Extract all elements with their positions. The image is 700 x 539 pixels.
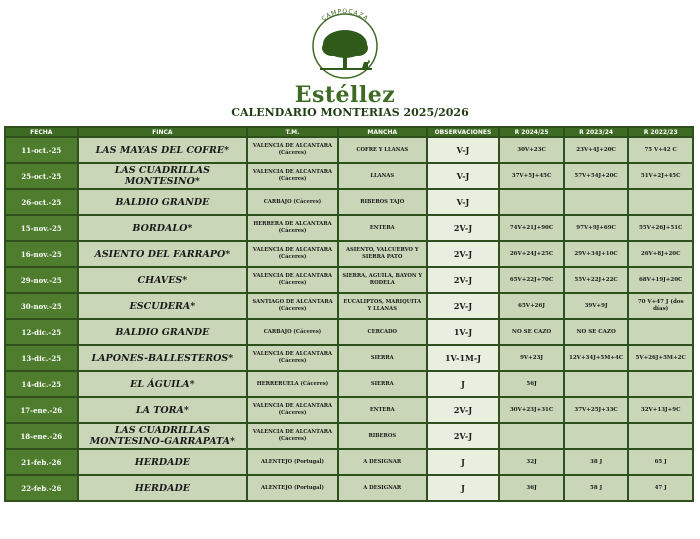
mancha-cell: EUCALIPTOS, MARIQUITA Y LLANAS: [339, 294, 426, 318]
table-row: [6, 346, 692, 370]
result-2023-24-cell: [565, 190, 628, 214]
fecha-cell: 22-feb.-26: [6, 476, 77, 500]
result-2024-25-cell: [500, 190, 563, 214]
table-header-row: [6, 128, 692, 136]
mancha-cell: CERCADO: [339, 320, 426, 344]
finca-cell: HERDADE: [79, 450, 246, 474]
mancha-cell: ENTERA: [339, 398, 426, 422]
tm-cell: VALENCIA DE ALCANTARA (Cáceres): [248, 242, 337, 266]
result-2023-24-cell: 55V+22J+22C: [565, 268, 628, 292]
mancha-cell: LLANAS: [339, 164, 426, 188]
result-2024-25-cell: 26V+24J+25C: [500, 242, 563, 266]
result-2022-23-cell: 26V+8J+20C: [629, 242, 692, 266]
mancha-cell: ASIENTO, VALCUERVO Y SIERRA PATO: [339, 242, 426, 266]
table-row: [6, 294, 692, 318]
result-2022-23-cell: 55V+26J+51C: [629, 216, 692, 240]
table-row: [6, 320, 692, 344]
table-row: [6, 242, 692, 266]
column-header-r2023-24: R 2023/24: [565, 128, 628, 136]
observaciones-cell: V-J: [428, 164, 499, 188]
result-2022-23-cell: [629, 372, 692, 396]
fecha-cell: 30-nov.-25: [6, 294, 77, 318]
observaciones-cell: 2V-J: [428, 398, 499, 422]
result-2022-23-cell: 5V+26J+5M+2C: [629, 346, 692, 370]
result-2023-24-cell: 29V+34J+10C: [565, 242, 628, 266]
fecha-cell: 21-feb.-26: [6, 450, 77, 474]
finca-cell: LAS CUADRILLAS MONTESINO-GARRAPATA*: [79, 424, 246, 448]
table-row: [6, 424, 692, 448]
result-2022-23-cell: [629, 320, 692, 344]
result-2022-23-cell: [629, 190, 692, 214]
result-2022-23-cell: 32V+13J+9C: [629, 398, 692, 422]
result-2023-24-cell: 58 J: [565, 476, 628, 500]
finca-cell: LA TORA*: [79, 398, 246, 422]
result-2022-23-cell: 70 V+47 J (dos días): [629, 294, 692, 318]
table-row: [6, 216, 692, 240]
observaciones-cell: 1V-J: [428, 320, 499, 344]
result-2024-25-cell: 9V+23J: [500, 346, 563, 370]
table-row: [6, 164, 692, 188]
column-header-fecha: FECHA: [6, 128, 77, 136]
fecha-cell: 11-oct.-25: [6, 138, 77, 162]
finca-cell: BORDALO*: [79, 216, 246, 240]
fecha-cell: 29-nov.-25: [6, 268, 77, 292]
result-2024-25-cell: [500, 424, 563, 448]
table-row: [6, 450, 692, 474]
column-header-r2022-23: R 2022/23: [629, 128, 692, 136]
result-2022-23-cell: [629, 424, 692, 448]
page-title: CALENDARIO MONTERIAS 2025/2026: [231, 106, 469, 119]
tm-cell: ALENTEJO (Portugal): [248, 476, 337, 500]
mancha-cell: A DESIGNAR: [339, 450, 426, 474]
result-2023-24-cell: 97V+9J+69C: [565, 216, 628, 240]
observaciones-cell: 2V-J: [428, 294, 499, 318]
result-2024-25-cell: 30V+23C: [500, 138, 563, 162]
observaciones-cell: J: [428, 476, 499, 500]
fecha-cell: 12-dic.-25: [6, 320, 77, 344]
tm-cell: HERRERA DE ALCANTARA (Cáceres): [248, 216, 337, 240]
result-2023-24-cell: [565, 372, 628, 396]
result-2024-25-cell: 37V+5J+45C: [500, 164, 563, 188]
table-row: [6, 190, 692, 214]
result-2023-24-cell: 37V+25J+33C: [565, 398, 628, 422]
mancha-cell: RIBEROS: [339, 424, 426, 448]
tm-cell: HERRERUELA (Cáceres): [248, 372, 337, 396]
observaciones-cell: J: [428, 450, 499, 474]
result-2022-23-cell: 47 J: [629, 476, 692, 500]
tm-cell: VALENCIA DE ALCANTARA (Cáceres): [248, 346, 337, 370]
mancha-cell: SIERRA, AGUILA, BAYON Y RODELA: [339, 268, 426, 292]
tm-cell: SANTIAGO DE ALCÁNTARA (Cáceres): [248, 294, 337, 318]
table-row: [6, 138, 692, 162]
result-2024-25-cell: NO SE CAZO: [500, 320, 563, 344]
tm-cell: ALENTEJO (Portugal): [248, 450, 337, 474]
tm-cell: VALENCIA DE ALCANTARA (Cáceres): [248, 164, 337, 188]
result-2023-24-cell: 23V+4J+20C: [565, 138, 628, 162]
result-2023-24-cell: 39V+9J: [565, 294, 628, 318]
result-2023-24-cell: NO SE CAZO: [565, 320, 628, 344]
fecha-cell: 13-dic.-25: [6, 346, 77, 370]
finca-cell: ESCUDERA*: [79, 294, 246, 318]
observaciones-cell: 2V-J: [428, 242, 499, 266]
fecha-cell: 15-nov.-25: [6, 216, 77, 240]
result-2022-23-cell: 75 V+42 C: [629, 138, 692, 162]
finca-cell: HERDADE: [79, 476, 246, 500]
tree-logo-icon: [290, 6, 400, 86]
monterias-table: [4, 126, 694, 502]
fecha-cell: 26-oct.-25: [6, 190, 77, 214]
result-2024-25-cell: 32J: [500, 450, 563, 474]
tm-cell: VALENCIA DE ALCANTARA (Cáceres): [248, 138, 337, 162]
svg-text:CAMPOCAZA: [320, 8, 370, 23]
table-body: [6, 138, 692, 500]
result-2024-25-cell: 36J: [500, 476, 563, 500]
column-header-mancha: MANCHA: [339, 128, 426, 136]
result-2023-24-cell: 38 J: [565, 450, 628, 474]
finca-cell: CHAVES*: [79, 268, 246, 292]
result-2023-24-cell: [565, 424, 628, 448]
fecha-cell: 25-oct.-25: [6, 164, 77, 188]
result-2024-25-cell: 56J: [500, 372, 563, 396]
estellez-logo: [290, 6, 400, 108]
finca-cell: BALDIO GRANDE: [79, 320, 246, 344]
table-row: [6, 398, 692, 422]
fecha-cell: 16-nov.-25: [6, 242, 77, 266]
observaciones-cell: 2V-J: [428, 216, 499, 240]
fecha-cell: 18-ene.-26: [6, 424, 77, 448]
column-header-r2024-25: R 2024/25: [500, 128, 563, 136]
result-2022-23-cell: 68V+19J+20C: [629, 268, 692, 292]
result-2023-24-cell: 57V+54J+20C: [565, 164, 628, 188]
tm-cell: VALENCIA DE ALCANTARA (Cáceres): [248, 398, 337, 422]
result-2024-25-cell: 65V+26J: [500, 294, 563, 318]
mancha-cell: RIBEROS TAJO: [339, 190, 426, 214]
result-2022-23-cell: 65 J: [629, 450, 692, 474]
observaciones-cell: V-J: [428, 138, 499, 162]
finca-cell: LAPONES-BALLESTEROS*: [79, 346, 246, 370]
mancha-cell: A DESIGNAR: [339, 476, 426, 500]
finca-cell: LAS CUADRILLAS MONTESINO*: [79, 164, 246, 188]
finca-cell: EL ÁGUILA*: [79, 372, 246, 396]
observaciones-cell: 2V-J: [428, 268, 499, 292]
tm-cell: CARBAJO (Cáceres): [248, 320, 337, 344]
table-row: [6, 476, 692, 500]
tm-cell: VALENCIA DE ALCANTARA (Cáceres): [248, 268, 337, 292]
table-row: [6, 268, 692, 292]
tm-cell: CARBAJO (Cáceres): [248, 190, 337, 214]
tm-cell: VALENCIA DE ALCANTARA (Cáceres): [248, 424, 337, 448]
finca-cell: BALDIO GRANDE: [79, 190, 246, 214]
observaciones-cell: 2V-J: [428, 424, 499, 448]
logo-arc-text: CAMPOCAZA: [320, 7, 370, 23]
result-2024-25-cell: 30V+23J+31C: [500, 398, 563, 422]
column-header-tm: T.M.: [248, 128, 337, 136]
mancha-cell: COFRE Y LLANAS: [339, 138, 426, 162]
table-row: [6, 372, 692, 396]
result-2024-25-cell: 74V+21J+90C: [500, 216, 563, 240]
finca-cell: ASIENTO DEL FARRAPO*: [79, 242, 246, 266]
mancha-cell: SIERRA: [339, 372, 426, 396]
finca-cell: LAS MAYAS DEL COFRE*: [79, 138, 246, 162]
column-header-finca: FINCA: [79, 128, 246, 136]
brand-name: Estéllez: [294, 82, 396, 108]
column-header-observaciones: OBSERVACIONES: [428, 128, 499, 136]
result-2022-23-cell: 51V+2J+45C: [629, 164, 692, 188]
observaciones-cell: J: [428, 372, 499, 396]
fecha-cell: 17-ene.-26: [6, 398, 77, 422]
observaciones-cell: V-J: [428, 190, 499, 214]
result-2023-24-cell: 12V+34J+5M+4C: [565, 346, 628, 370]
mancha-cell: ENTERA: [339, 216, 426, 240]
mancha-cell: SIERRA: [339, 346, 426, 370]
observaciones-cell: 1V-1M-J: [428, 346, 499, 370]
fecha-cell: 14-dic.-25: [6, 372, 77, 396]
result-2024-25-cell: 65V+22J+70C: [500, 268, 563, 292]
